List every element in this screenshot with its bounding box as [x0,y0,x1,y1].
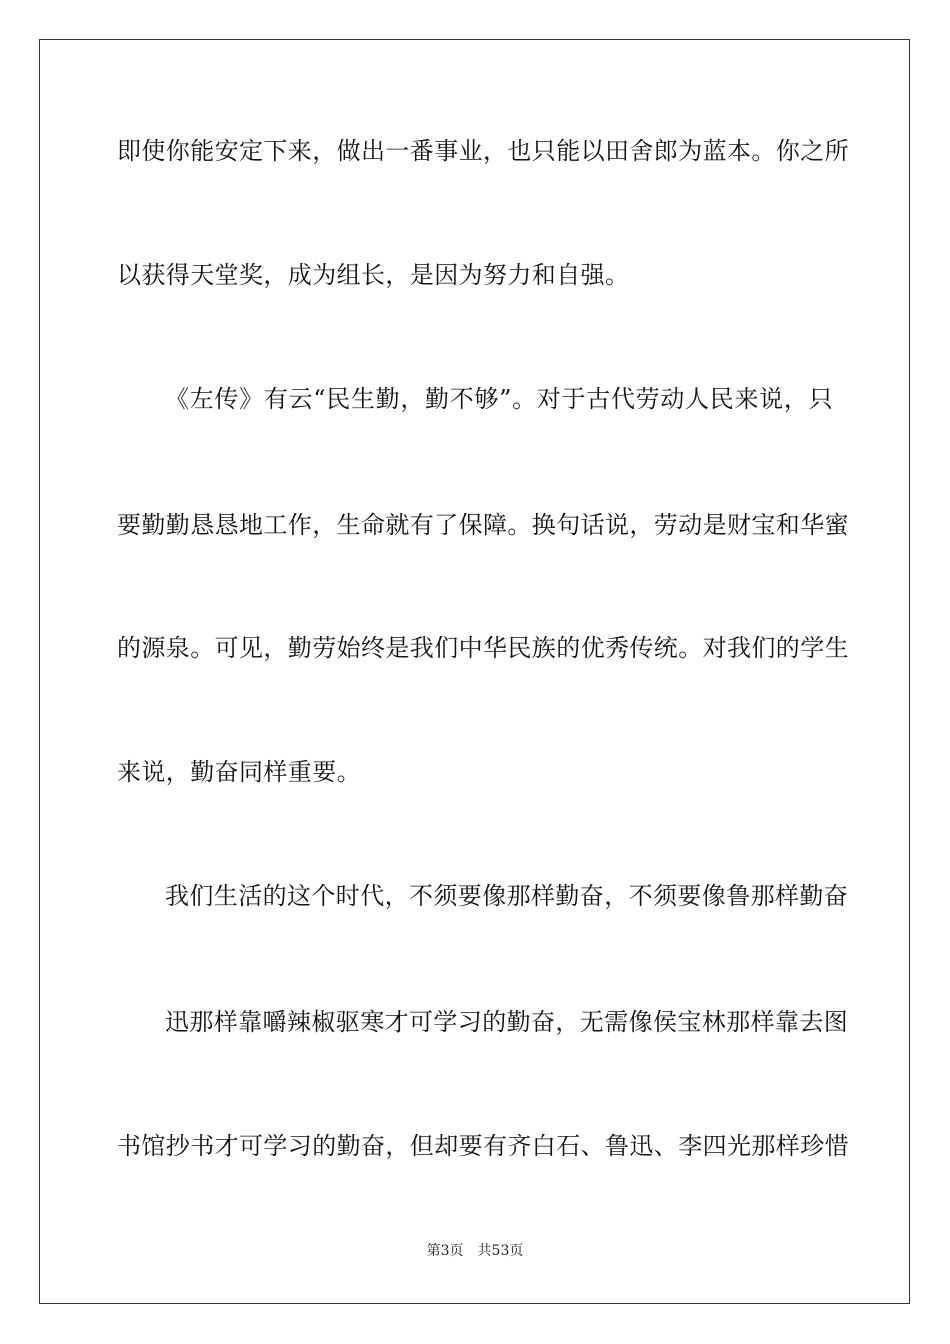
page-border [39,39,910,1304]
text-line-6: 来说，勤奋同样重要。 [117,758,361,786]
text-line-4: 要勤勤恳恳地工作，生命就有了保障。换句话说，劳动是财宝和华蜜 [117,511,849,539]
text-line-3: 《左传》有云“民生勤，勤不够”。对于古代劳动人民来说，只 [165,385,833,413]
text-line-7: 我们生活的这个时代，不须要像那样勤奋，不须要像鲁那样勤奋 [165,882,849,910]
text-line-2: 以获得天堂奖，成为组长，是因为努力和自强。 [117,261,630,289]
page-number: 第3页 [426,1243,464,1259]
text-line-1: 即使你能安定下来，做出一番事业，也只能以田舍郎为蓝本。你之所 [117,137,849,165]
page-footer [0,1242,950,1260]
text-line-9: 书馆抄书才可学习的勤奋，但却要有齐白石、鲁迅、李四光那样珍惜 [117,1132,849,1160]
text-line-8: 迅那样靠嚼辣椒驱寒才可学习的勤奋，无需像侯宝林那样靠去图 [165,1008,849,1036]
text-line-5: 的源泉。可见，勤劳始终是我们中华民族的优秀传统。对我们的学生 [117,634,849,662]
page-total: 共53页 [477,1243,524,1259]
